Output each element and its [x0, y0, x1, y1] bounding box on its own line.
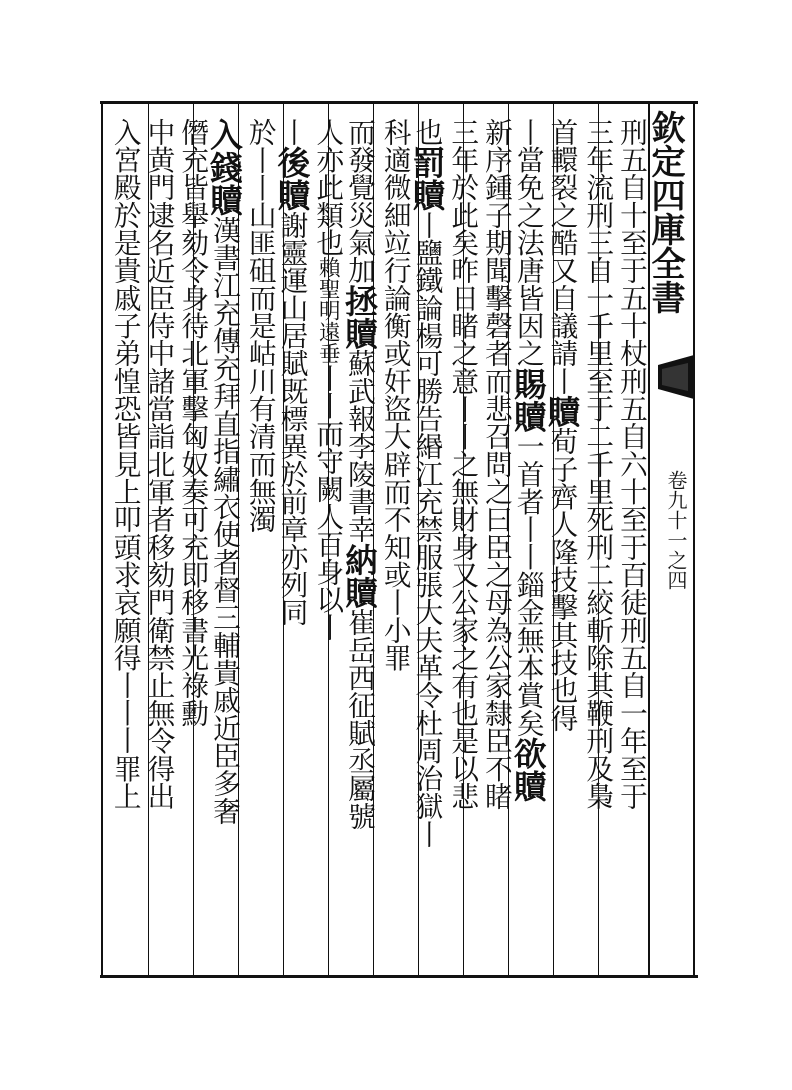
repeat-marker: 丨丨: [311, 364, 345, 420]
text-column: [377, 118, 412, 973]
column-text: 首轘裂之酷又自議請: [545, 118, 579, 368]
top-border: [100, 101, 698, 104]
text-column: [175, 118, 210, 973]
volume-number: 卷九十一之四: [664, 470, 688, 590]
repeat-marker: 丨: [410, 210, 444, 239]
term-heading: 後贖: [272, 145, 312, 211]
column-text: 新序鍾子期聞擊磬者而悲召問之曰臣之母為公家隸臣不睹: [480, 118, 513, 810]
text-column: [445, 118, 480, 973]
fish-tail-icon: [658, 355, 698, 399]
repeat-marker: 丨: [378, 588, 412, 617]
text-column: [613, 118, 648, 973]
column-text: 崔岳西征賦丞屬號: [343, 608, 376, 830]
repeat-marker: 丨: [511, 118, 545, 146]
text-column: [141, 118, 176, 973]
repeat-marker: 丨: [410, 819, 444, 848]
repeat-marker: 丨丨: [446, 394, 480, 451]
column-text: 鹽鐵論楊可勝告緡江充禁服張大夫革令杜周治獄: [410, 238, 444, 820]
repeat-marker: 丨: [311, 613, 345, 641]
column-text: 三年流刑三自一千里至于二千里死刑二絞斬除其鞭刑及梟: [581, 118, 615, 810]
book-title: 欽定四庫全書: [645, 110, 685, 314]
term-heading: 納贖: [340, 543, 379, 609]
column-text: 而守闕人百身以: [311, 419, 345, 614]
text-column: [107, 118, 142, 973]
text-column: [205, 118, 244, 973]
term-heading: 入錢贖: [205, 118, 244, 216]
repeat-marker: 丨: [275, 118, 309, 146]
small-text: 賴聖明遠垂: [315, 256, 341, 365]
text-column: [242, 118, 277, 973]
text-column: [340, 118, 379, 973]
text-column: [542, 118, 582, 973]
bottom-border: [100, 975, 698, 978]
text-column: [310, 118, 345, 973]
column-text: 之無財身又公家之有也是以悲: [446, 450, 480, 810]
column-text: 科適微細竝行論衡或奸盜大辟而不知或: [378, 118, 412, 589]
spine-line-right: [693, 101, 695, 978]
column-text: 謝靈運山居賦既標異於前章亦列同: [275, 210, 309, 627]
column-text: 於: [243, 118, 277, 146]
column-text: 漢書江充傳充拜直指繡衣使者督三輔貴戚近臣多奢: [208, 215, 241, 825]
column-text: 刑五自十至于五十杖刑五自六十至于百徒刑五自一年至于: [615, 118, 648, 810]
text-column: [580, 118, 615, 973]
term-heading: 罰贖: [407, 145, 447, 211]
term-heading: 賜贖: [508, 367, 548, 433]
text-column: [478, 118, 513, 973]
repeat-marker: 丨丨: [243, 145, 277, 202]
column-text: 山匪砠而是岵川有清而無濁: [243, 201, 277, 534]
column-text: 三年於此矣昨日睹之意: [446, 118, 480, 395]
repeat-marker: 丨丨丨: [108, 671, 142, 755]
term-heading: 拯贖: [340, 284, 379, 350]
column-text: 荀子齊人隆技擊其技也得: [545, 427, 579, 732]
column-text: 入宮殿於是貴戚子弟惶恐皆見上叩頭求哀願得: [108, 118, 142, 672]
column-text: 僭充皆舉劾令身待北軍擊匈奴奏可充即移書光祿勳: [176, 118, 210, 727]
text-column: [508, 118, 548, 973]
term-heading: 贖: [542, 394, 582, 428]
column-text: 中黄門逮名近臣侍中諸當詣北軍者移劾門衛禁止無令得出: [142, 118, 176, 810]
text-column: [272, 118, 312, 973]
column-text: 人亦此類也: [311, 118, 345, 257]
column-text: 當免之法唐皆因之: [511, 145, 545, 368]
text-column: [407, 118, 447, 973]
column-text: 罪上: [108, 754, 142, 810]
column-text: 也: [410, 118, 444, 146]
column-text: 蘇武報李陵書幸: [343, 349, 376, 544]
column-text: 錙金無本賞矣: [511, 570, 545, 737]
column-text: 而發覺災氣加: [343, 118, 376, 285]
term-heading: 欲贖: [508, 736, 548, 803]
left-border: [101, 101, 103, 978]
repeat-marker: 丨丨: [511, 515, 545, 571]
repeat-marker: 丨: [545, 367, 579, 395]
column-text: 小罪: [378, 616, 412, 672]
column-text: 一首者: [511, 432, 545, 516]
